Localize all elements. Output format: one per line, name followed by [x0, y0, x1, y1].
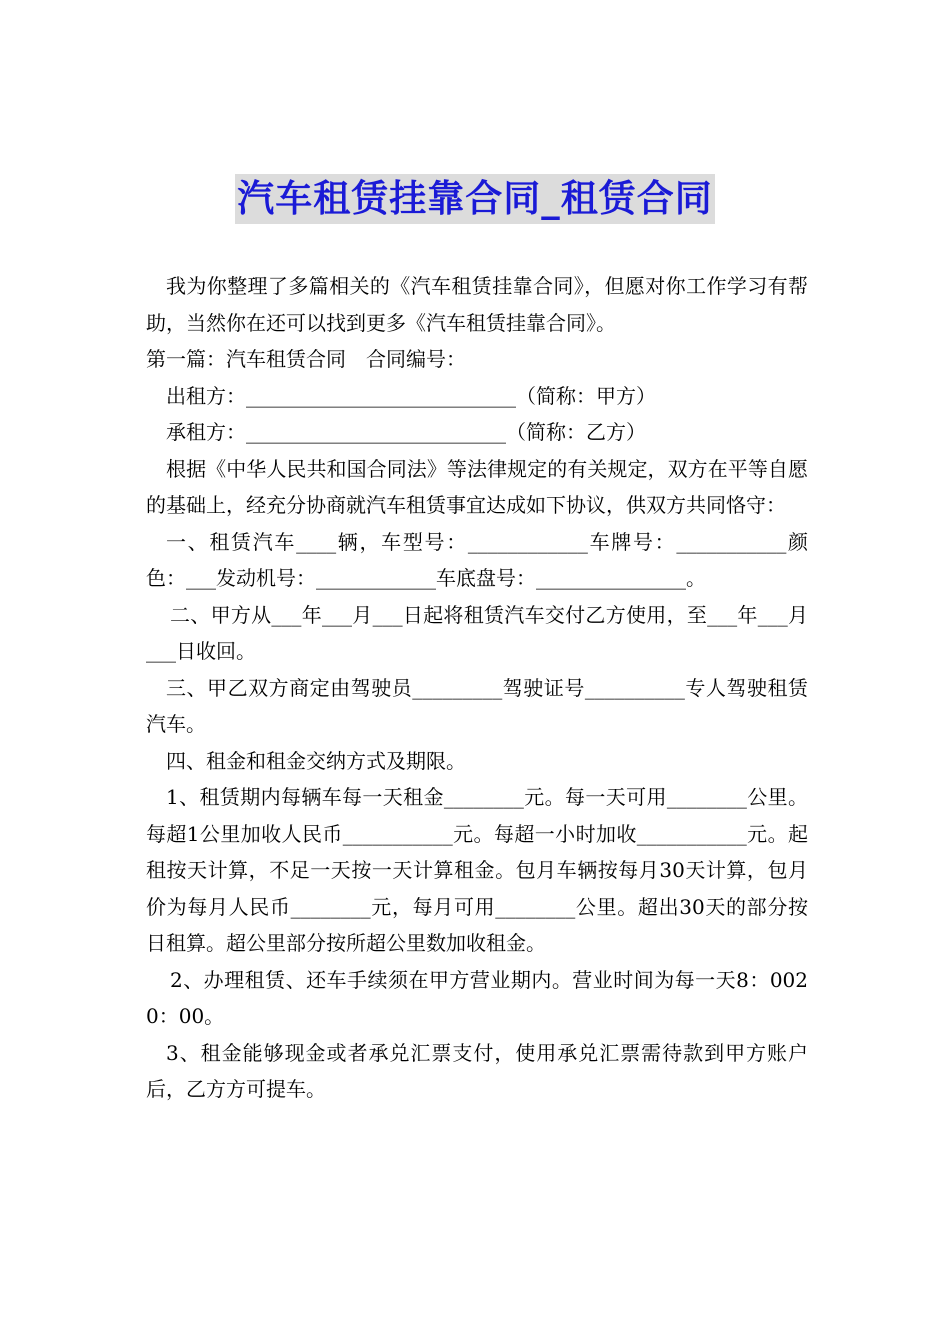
lessee-line: 承租方：__________________________（简称：乙方） [166, 420, 646, 444]
clause-3: 三、甲乙双方商定由驾驶员_________驾驶证号__________专人驾驶租赁汽车。 [146, 675, 808, 736]
clause-4-item-1: 1、租赁期内每辆车每一天租金________元。每一天可用________公里。每超1公里加收人民币___________元。每超一小时加收___________元。起租按天计算，不足一天按一天计算租金。包月车辆按每月30天计算，包月价为每月人民币________元，每月可用________公里。超出30天的部分按日租算。超公里部分按所超公里数加收租金。 [146, 785, 808, 955]
document-title: 汽车租赁挂靠合同_租赁合同 [235, 174, 715, 224]
clause-4: 四、租金和租金交纳方式及期限。 [166, 748, 466, 773]
clause-4-item-2: 2、办理租赁、还车手续须在甲方营业期内。营业时间为每一天8：0020：00。 [146, 967, 808, 1028]
document-body [146, 268, 808, 1108]
lessor-line: 出租方：___________________________（简称：甲方） [166, 383, 656, 408]
clause-1: 一、租赁汽车____辆，车型号：____________车牌号：___________颜色：___发动机号：____________车底盘号：_______________。 [146, 529, 808, 590]
intro-paragraph: 我为你整理了多篇相关的《汽车租赁挂靠合同》，但愿对你工作学习有帮助，当然你在还可以找到更多《汽车租赁挂靠合同》。 [146, 274, 808, 335]
section-heading: 第一篇：汽车租赁合同 合同编号： [146, 347, 466, 371]
preamble-paragraph: 根据《中华人民共和国合同法》等法律规定的有关规定，双方在平等自愿的基础上，经充分协商就汽车租赁事宜达成如下协议，供双方共同恪守： [146, 456, 808, 517]
clause-4-item-3: 3、租金能够现金或者承兑汇票支付，使用承兑汇票需待款到甲方账户后，乙方方可提车。 [146, 1040, 808, 1101]
title-container [0, 174, 950, 224]
clause-2: 二、甲方从___年___月___日起将租赁汽车交付乙方使用，至___年___月___日收回。 [146, 602, 808, 663]
